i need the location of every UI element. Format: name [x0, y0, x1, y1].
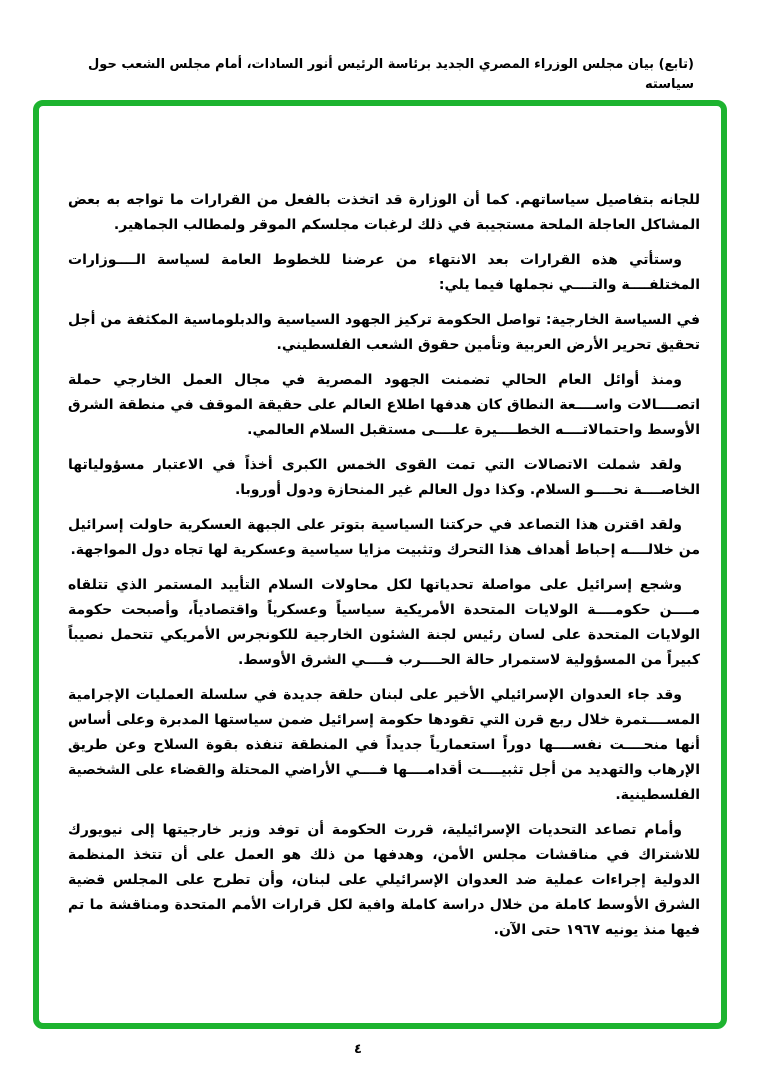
paragraph: للجانه بتفاصيل سياساتهم. كما أن الوزارة قد اتخذت بالفعل من القرارات ما تواجه به بعض المشاكل العاجلة الملحة مستجيبة في ذلك لرغبات مجلسكم الموقر ولمطالب الجماهير. [68, 192, 700, 233]
paragraph: وستأتي هذه القرارات بعد الانتهاء من عرضنا للخطوط العامة لسياسة الــــوزارات المختلفــــة والتــــي نجملها فيما يلي: [68, 252, 700, 293]
paragraph: وشجع إسرائيل على مواصلة تحدياتها لكل محاولات السلام التأييد المستمر الذي تتلقاه مــــن حكومــــة الولايات المتحدة الأمريكية سياسياً وعسكرياً واقتصادياً، وأصبحت حكومة الولايات المتحدة على لسان رئيس لجنة الشئون الخارجية للكونجرس الأمريكي تتحمل نصيباً كبيراً من المسؤولية لاستمرار حالة الحــــرب فــــي الشرق الأوسط. [68, 577, 700, 668]
paragraph: وأمام تصاعد التحديات الإسرائيلية، قررت الحكومة أن توفد وزير خارجيتها إلى نيويورك للاشتراك في مناقشات مجلس الأمن، وهدفها من ذلك هو العمل على أن تتخذ المنظمة الدولية إجراءات عملية ضد العدوان الإسرائيلي على لبنان، وأن تطرح على المجلس قضية الشرق الأوسط كاملة من خلال دراسة كاملة وافية لكل قرارات الأمم المتحدة ومناقشة ما تم فيها منذ يونيه ١٩٦٧ حتى الآن. [68, 822, 700, 938]
paragraph: وقد جاء العدوان الإسرائيلي الأخير على لبنان حلقة جديدة في سلسلة العمليات الإجرامية المســــتمرة خلال ربع قرن التي تقودها حكومة إسرائيل ضمن سياستها المدبرة وعلى أساس أنها منحــــت نفســــها دوراً استعمارياً جديداً في المنطقة تنفذه بقوة السلاح وعن طريق الإرهاب والتهديد من أجل تثبيــــت أقدامــــها فــــي الأراضي المحتلة والقضاء على الشخصية الفلسطينية. [68, 687, 700, 803]
paragraph: ولقد شملت الاتصالات التي تمت القوى الخمس الكبرى أخذاً في الاعتبار مسؤولياتها الخاصــــة نحــــو السلام. وكذا دول العالم غير المنحازة ودول أوروبا. [68, 457, 700, 498]
document-body [68, 188, 700, 953]
paragraph: في السياسة الخارجية: تواصل الحكومة تركيز الجهود السياسية والدبلوماسية المكثفة من أجل تحقيق تحرير الأرض العربية وتأمين حقوق الشعب الفلسطيني. [68, 312, 700, 353]
page-number: ٤ [354, 1042, 362, 1057]
paragraph: ولقد اقترن هذا التصاعد في حركتنا السياسية بتوتر على الجبهة العسكرية حاولت إسرائيل من خلالــــه إحباط أهداف هذا التحرك وتثبيت مزايا سياسية وعسكرية لها تجاه دول المواجهة. [68, 517, 700, 558]
document-title: (تابع) بيان مجلس الوزراء المصري الجديد برئاسة الرئيس أنور السادات، أمام مجلس الشعب حول سياسته [88, 57, 694, 92]
page-border [33, 100, 727, 1029]
paragraph: ومنذ أوائل العام الحالي تضمنت الجهود المصرية في مجال العمل الخارجي حملة اتصــــالات واســــعة النطاق كان هدفها اطلاع العالم على حقيقة الموقف في منطقة الشرق الأوسط واحتمالاتــــه الخطــــيرة علــــى مستقبل السلام العالمي. [68, 372, 700, 438]
